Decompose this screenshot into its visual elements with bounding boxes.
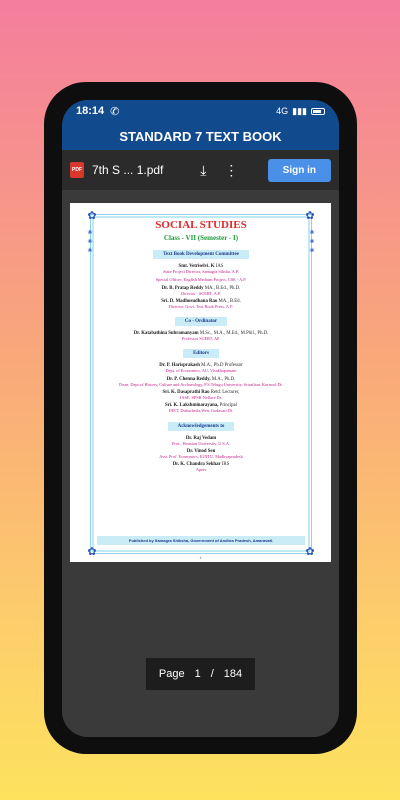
member-role: Special Officer, English Medium Project, CSE - A.P. <box>155 277 247 283</box>
member-qualification: M.A., Ph.D Professor <box>201 363 243 369</box>
section-heading: Co - Ordinator <box>175 317 227 326</box>
status-time: 18:14 <box>76 105 105 117</box>
page-border <box>87 210 315 558</box>
total-pages: 184 <box>223 668 243 680</box>
flower-corner-icon: ✿ <box>87 210 97 222</box>
status-bar <box>62 100 339 122</box>
member-role: Dean, Dept.of History, Culture and Archaeology, P.S.Telugu University, Srisailam, Kurnool Dt. <box>119 381 283 387</box>
call-icon: ✆ <box>110 105 120 118</box>
committee-entry <box>99 299 303 309</box>
flower-border-icon: ❀ ❀ ❀ <box>87 230 93 254</box>
more-vert-icon[interactable]: ⋮ <box>224 161 239 178</box>
member-qualification: MA., B.Ed. <box>218 298 241 304</box>
member-name: Sri. K. Lakshminarayana, <box>165 403 219 409</box>
member-qualification: IAS <box>215 264 224 269</box>
signal-icon: ▮▮▮ <box>292 105 307 116</box>
member-role: DIET, Dubacherla,West Godavari Dt. <box>168 408 234 414</box>
document-class: Class - VII (Semester - I) <box>163 234 239 242</box>
status-right <box>276 106 325 117</box>
member-role: State Project Director, Samagra Siksha, A.P. <box>163 269 239 274</box>
page-label: Page <box>158 668 185 680</box>
member-role: Director - SCERT, A.P. <box>181 290 221 296</box>
member-name: Dr. B. Pratap Reddy <box>161 285 204 291</box>
current-page: 1 <box>194 668 201 680</box>
committee-entry <box>99 286 303 296</box>
member-name: Sri. K. Dasaprathi Rao <box>162 390 210 396</box>
member-role: Director, Govt. Text Book Press, A.P. <box>168 303 234 309</box>
member-qualification: MA., B.Ed., Ph.D. <box>204 285 241 291</box>
file-name[interactable]: 7th S ... 1.pdf <box>92 163 164 177</box>
publisher-footer: Published by Samagra Shiksha, Government of Andhra Pradesh, Amaravati. <box>97 536 305 545</box>
flower-corner-icon: ✿ <box>87 546 97 558</box>
member-name: Dr. P. Harisprakash <box>159 363 200 369</box>
committee-entry <box>99 331 303 341</box>
committee-entry <box>99 462 303 472</box>
document-sections <box>99 242 303 473</box>
phone-screen <box>62 100 339 737</box>
member-qualification: M.A., Ph.D. <box>211 376 236 382</box>
section-heading: Editors <box>183 349 219 358</box>
member-name: Smt. Vetriselvi. K <box>178 264 215 269</box>
flower-border-icon: ❀ ❀ ❀ <box>309 230 315 254</box>
section-heading: Text Book Development Committee <box>153 250 249 259</box>
page-separator: / <box>210 668 214 680</box>
document-content <box>99 215 303 473</box>
member-qualification: M.Sc., M.A., M.Ed., M.Phil., Ph.D. <box>199 331 269 337</box>
page-indicator[interactable] <box>146 658 255 690</box>
member-name: Dr. Katabathina Subramanyam <box>133 331 199 337</box>
page-number: 1 <box>199 555 202 560</box>
member-role: Asst. Prof. Economics, IGNTU, Madhyapradesh <box>159 453 243 459</box>
member-name: Sri. D. Madhusudhana Rao <box>161 298 218 304</box>
member-role: Prof., Houston University, U.S.A. <box>171 440 231 446</box>
member-qualification: Retd. Lecturer, <box>210 390 240 396</box>
member-role: IASE, SPSR Nellore Dt. <box>179 395 223 401</box>
section-heading: Acknowledgements to <box>168 422 235 431</box>
committee-entry <box>99 277 303 282</box>
member-role: Dept. of Economics, AU, Visakhapatnam <box>165 368 237 374</box>
member-qualification: Principal <box>219 403 237 409</box>
download-icon[interactable]: ⤓ <box>200 161 207 178</box>
flower-corner-icon: ✿ <box>305 546 315 558</box>
sign-in-button[interactable]: Sign in <box>268 159 331 182</box>
document-title: SOCIAL STUDIES <box>155 219 247 231</box>
member-name: Dr. P. Chenna Reddy, <box>166 376 211 382</box>
member-role: Professor SCERT, AP. <box>181 336 221 342</box>
pdf-viewer[interactable] <box>62 190 339 737</box>
committee-entry <box>99 403 303 413</box>
app-title: STANDARD 7 TEXT BOOK <box>62 122 339 150</box>
member-role: Apeer <box>195 467 207 473</box>
pdf-page <box>70 203 331 562</box>
member-name: Dr. Vinod Sen <box>186 448 216 454</box>
committee-entry <box>99 390 303 400</box>
committee-entry <box>99 449 303 459</box>
member-name: Dr. Raj Vedam <box>185 435 217 441</box>
pdf-file-icon: PDF <box>70 162 84 178</box>
committee-entry <box>99 377 303 387</box>
network-label: 4G <box>276 106 289 116</box>
member-qualification: IRS <box>221 462 230 468</box>
committee-entry <box>99 436 303 446</box>
battery-icon <box>311 108 325 115</box>
pdf-toolbar <box>62 150 339 190</box>
flower-corner-icon: ✿ <box>305 210 315 222</box>
member-name: Dr. K. Chandra Sekhar <box>172 462 221 468</box>
committee-entry <box>99 264 303 274</box>
committee-entry <box>99 363 303 373</box>
